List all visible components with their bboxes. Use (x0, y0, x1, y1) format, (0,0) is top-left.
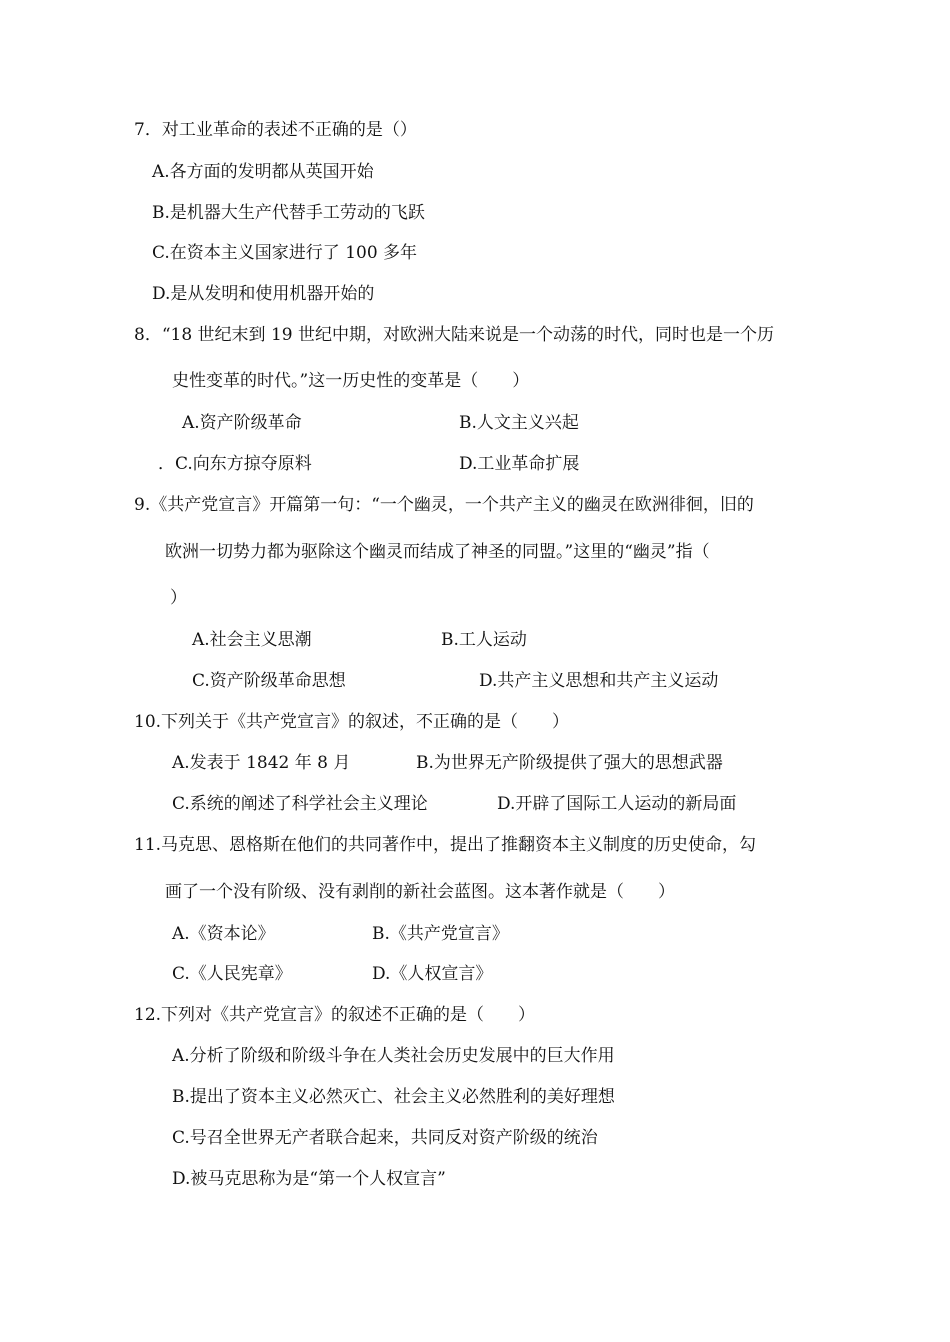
question-8-option-b: B.人文主义兴起 (459, 413, 579, 433)
question-9-option-c: C.资产阶级革命思想 (192, 671, 346, 691)
question-10-stem: 10.下列关于《共产党宣言》的叙述，不正确的是（ ） (134, 712, 570, 732)
question-8-option-c: ．C.向东方掠夺原料 (158, 454, 312, 474)
question-10-option-d: D.开辟了国际工人运动的新局面 (497, 794, 737, 814)
question-8-stem-line-1: 8．“18 世纪末到 19 世纪中期，对欧洲大陆来说是一个动荡的时代，同时也是一个历 (134, 325, 774, 345)
question-12-option-d: D.被马克思称为是“第一个人权宣言” (172, 1169, 446, 1189)
question-12-option-a: A.分析了阶级和阶级斗争在人类社会历史发展中的巨大作用 (172, 1046, 615, 1066)
question-9-option-b: B.工人运动 (441, 630, 527, 650)
question-12-stem: 12.下列对《共产党宣言》的叙述不正确的是（ ） (134, 1005, 536, 1025)
question-9-stem-line-3: ） (170, 588, 187, 608)
question-10-option-c: C.系统的阐述了科学社会主义理论 (172, 794, 428, 814)
question-7-option-d: D.是从发明和使用机器开始的 (152, 284, 375, 304)
question-11-option-d: D.《人权宣言》 (372, 964, 493, 984)
question-9-option-a: A.社会主义思潮 (192, 630, 312, 650)
question-11-stem-line-2: 画了一个没有阶级、没有剥削的新社会蓝图。这本著作就是（ ） (165, 882, 675, 902)
question-9-stem-line-2: 欧洲一切势力都为驱除这个幽灵而结成了神圣的同盟。”这里的“幽灵”指（ (165, 542, 710, 562)
question-12-option-c: C.号召全世界无产者联合起来，共同反对资产阶级的统治 (172, 1128, 598, 1148)
question-7-option-b: B.是机器大生产代替手工劳动的飞跃 (152, 203, 425, 223)
question-8-option-d: D.工业革命扩展 (459, 454, 580, 474)
question-10-option-b: B.为世界无产阶级提供了强大的思想武器 (416, 753, 723, 773)
question-7-stem: 7．对工业革命的表述不正确的是（） (134, 120, 417, 140)
question-11-option-b: B.《共产党宣言》 (372, 924, 509, 944)
question-8-stem-line-2: 史性变革的时代。”这一历史性的变革是（ ） (172, 371, 530, 391)
question-9-stem-line-1: 9.《共产党宣言》开篇第一句：“一个幽灵，一个共产主义的幽灵在欧洲徘徊，旧的 (134, 495, 754, 515)
question-8-option-a: A.资产阶级革命 (182, 413, 302, 433)
question-7-option-a: A.各方面的发明都从英国开始 (152, 162, 374, 182)
question-12-option-b: B.提出了资本主义必然灭亡、社会主义必然胜利的美好理想 (172, 1087, 615, 1107)
question-9-option-d: D.共产主义思想和共产主义运动 (479, 671, 719, 691)
question-11-stem-line-1: 11.马克思、恩格斯在他们的共同著作中，提出了推翻资本主义制度的历史使命，勾 (134, 835, 757, 855)
question-11-option-a: A.《资本论》 (172, 924, 275, 944)
question-7-option-c: C.在资本主义国家进行了 100 多年 (152, 243, 418, 263)
question-11-option-c: C.《人民宪章》 (172, 964, 292, 984)
question-10-option-a: A.发表于 1842 年 8 月 (172, 753, 351, 773)
